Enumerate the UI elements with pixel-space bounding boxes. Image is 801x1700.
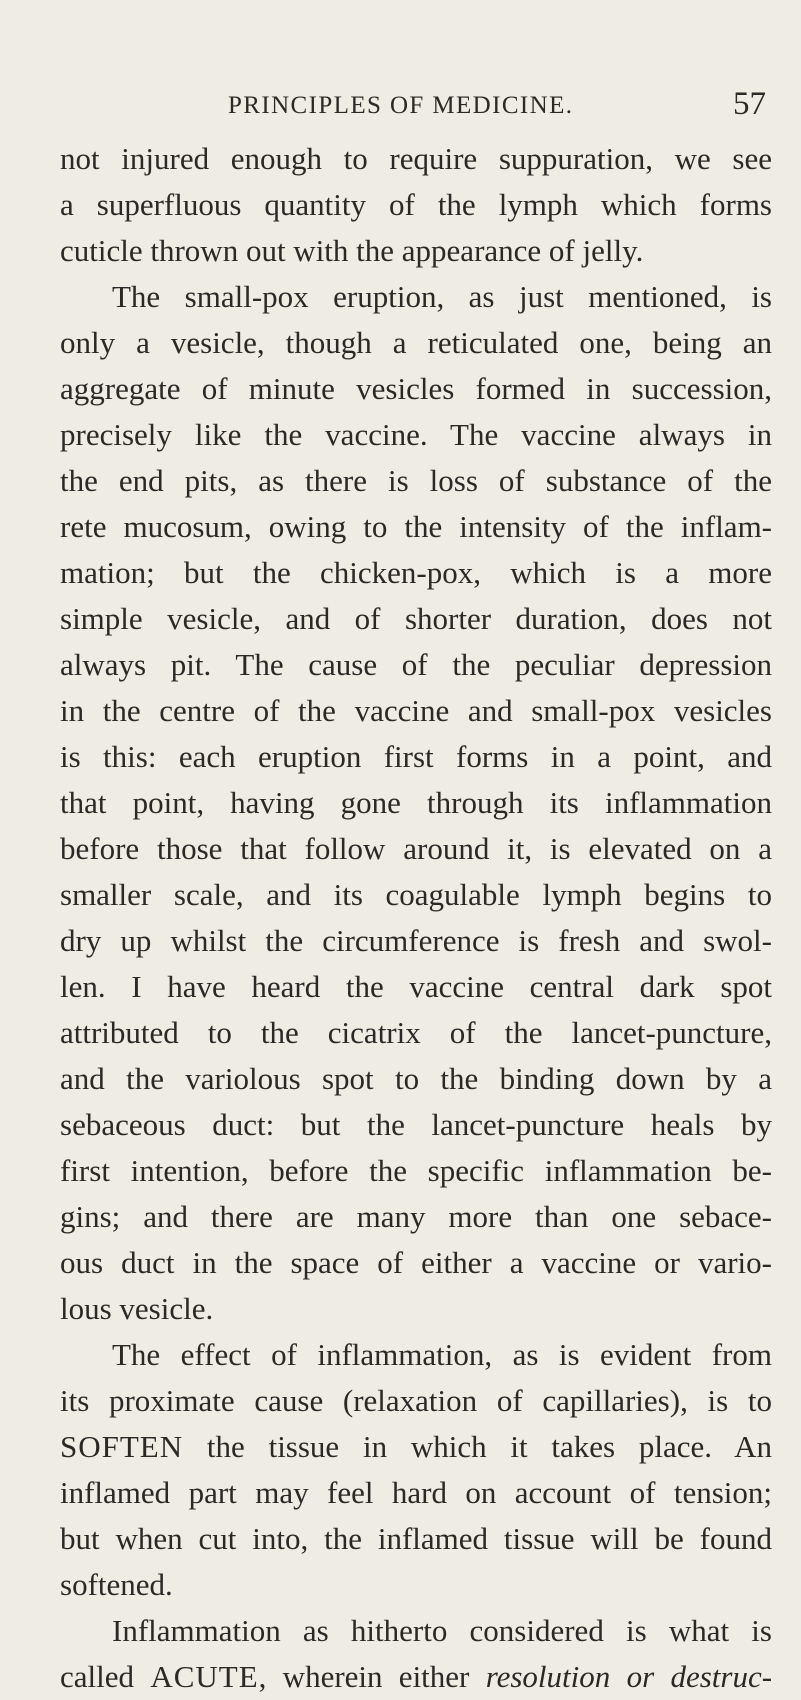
text-line: aggregate of minute vesicles formed in succession, <box>60 371 772 406</box>
emphasis-destruc: destruc- <box>670 1659 773 1694</box>
emphasis-resolution: resolution <box>485 1659 611 1694</box>
text-line: attributed to the cicatrix of the lancet-puncture, <box>60 1015 772 1050</box>
text-line: inflamed part may feel hard on account of tension; <box>60 1475 772 1510</box>
text-line: cuticle thrown out with the appearance of jelly. <box>60 233 644 268</box>
body-text <box>60 136 772 1700</box>
text-line: in the centre of the vaccine and small-pox vesicles <box>60 693 772 728</box>
emphasis-acute: ACUTE <box>150 1659 259 1694</box>
text-line: the end pits, as there is loss of substance of the <box>60 463 772 498</box>
text-line: but when cut into, the inflamed tissue will be found <box>60 1521 772 1556</box>
running-head <box>228 86 768 126</box>
emphasis-soften: SOFTEN <box>60 1429 184 1464</box>
text-line: rete mucosum, owing to the intensity of the inflam- <box>60 509 772 544</box>
text-line: len. I have heard the vaccine central dark spot <box>60 969 772 1004</box>
page-number: 57 <box>733 86 766 122</box>
text-line: before those that follow around it, is elevated on a <box>60 831 772 866</box>
text-line: ous duct in the space of either a vaccine or vario- <box>60 1245 772 1280</box>
text-line: that point, having gone through its inflammation <box>60 785 772 820</box>
text-line: mation; but the chicken-pox, which is a more <box>60 555 772 590</box>
text-line: first intention, before the specific inflammation be- <box>60 1153 772 1188</box>
text-line: The effect of inflammation, as is evident from <box>112 1337 772 1372</box>
text-line: a superfluous quantity of the lymph which forms <box>60 187 772 222</box>
text-line: is this: each eruption first forms in a point, and <box>60 739 772 774</box>
text-line: simple vesicle, and of shorter duration, does not <box>60 601 772 636</box>
text-line: sebaceous duct: but the lancet-puncture heals by <box>60 1107 772 1142</box>
text-line: precisely like the vaccine. The vaccine always in <box>60 417 772 452</box>
text-line: The small-pox eruption, as just mentioned, is <box>112 279 772 314</box>
text-line: SOFTEN the tissue in which it takes place. An <box>60 1429 772 1464</box>
running-title: PRINCIPLES OF MEDICINE. <box>228 92 574 119</box>
text-line: lous vesicle. <box>60 1291 214 1326</box>
text-line: smaller scale, and its coagulable lymph begins to <box>60 877 772 912</box>
text-line: and the variolous spot to the binding down by a <box>60 1061 772 1096</box>
text-line: Inflammation as hitherto considered is what is <box>112 1613 772 1648</box>
text-line: softened. <box>60 1567 173 1602</box>
text-line: called ACUTE, wherein either resolution or destruc- <box>60 1659 773 1694</box>
text-line: always pit. The cause of the peculiar depression <box>60 647 772 682</box>
text-line: dry up whilst the circumference is fresh and swol- <box>60 923 772 958</box>
text-line: only a vesicle, though a reticulated one, being an <box>60 325 772 360</box>
text-line: gins; and there are many more than one sebace- <box>60 1199 772 1234</box>
text-line: its proximate cause (relaxation of capillaries), is to <box>60 1383 772 1418</box>
text-line: not injured enough to require suppuration, we see <box>60 141 772 176</box>
